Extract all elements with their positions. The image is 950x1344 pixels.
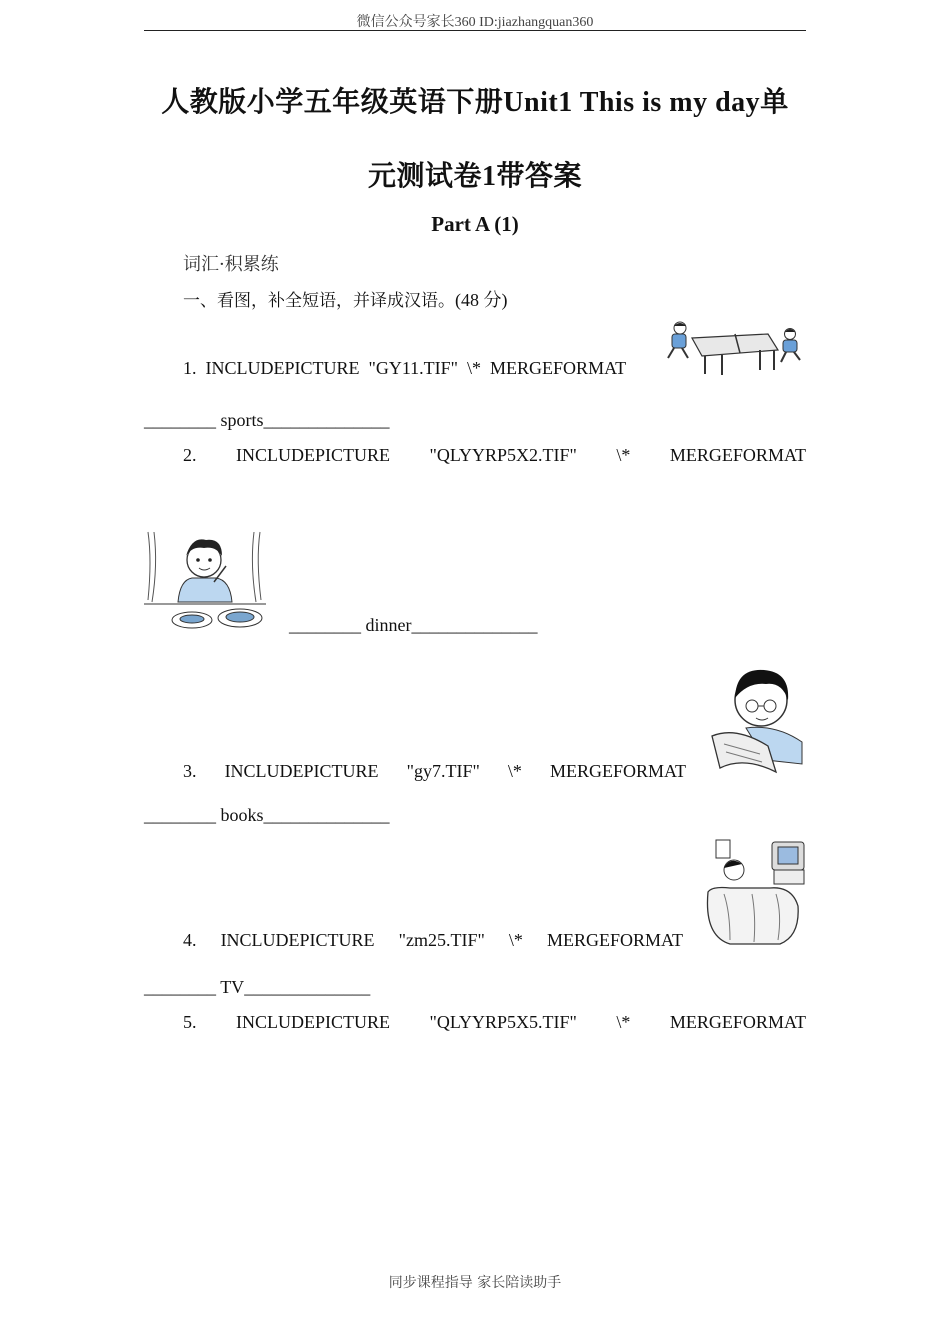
title-cn-2: 单 [760,85,789,118]
instruction-text: 一、看图，补全短语，并译成汉语。 [183,291,455,311]
title-latin: Unit1 This is my day [503,87,761,118]
translation-blank[interactable]: ______________ [263,410,390,430]
field-format: MERGEFORMAT [669,445,806,465]
header-rule [144,30,806,31]
page-header: 微信公众号家长360 ID:jiazhangquan360 [356,15,594,30]
answer-blank[interactable]: ________ [144,977,216,997]
page-footer: 同步课程指导 家长陪读助手 [388,1275,562,1291]
answer-blank[interactable]: ________ [144,410,216,430]
field-switch: \* [508,930,523,950]
title-cn-1: 人教版小学五年级英语下册 [161,85,504,118]
question-number: 5. [183,1012,197,1032]
phrase-word: sports [220,410,264,430]
translation-blank[interactable]: ______________ [411,615,538,635]
field-switch: \* [507,761,522,781]
answer-blank[interactable]: ________ [144,805,216,825]
field-format: MERGEFORMAT [549,761,686,781]
question-number: 2. [183,445,197,465]
field-command: INCLUDEPICTURE [236,445,390,465]
question-2-field-line [183,445,806,466]
question-3-answer-line [144,805,390,826]
title-num: 1 [482,161,497,192]
phrase-word: books [220,805,264,825]
answer-blank[interactable]: ________ [289,615,361,635]
field-command: INCLUDEPICTURE [205,358,360,378]
instruction-points: (48 分) [455,290,508,310]
translation-blank[interactable]: ______________ [244,977,371,997]
question-1-answer-line [144,410,390,431]
translation-blank[interactable]: ______________ [263,805,390,825]
question-4-field-line [183,930,683,951]
title-line-1 [144,80,806,120]
title-cn-4: 带答案 [496,159,583,192]
field-file: "GY11.TIF" [368,358,459,378]
field-switch: \* [616,1012,631,1032]
reading-books-picture [706,664,806,776]
phrase-word: TV [220,977,245,997]
question-number: 4. [183,930,197,950]
field-switch: \* [467,358,482,378]
field-format: MERGEFORMAT [490,358,627,378]
phrase-word: dinner [365,615,412,635]
title-cn-3: 元测试卷 [367,159,482,192]
table-tennis-picture [660,320,806,378]
field-command: INCLUDEPICTURE [224,761,379,781]
question-4-answer-line [144,977,370,998]
field-switch: \* [616,445,631,465]
field-file: "QLYYRP5X5.TIF" [429,1012,577,1032]
question-number: 3. [183,761,197,781]
field-format: MERGEFORMAT [546,930,683,950]
question-number: 1. [183,358,197,378]
field-command: INCLUDEPICTURE [220,930,375,950]
instruction [183,286,508,312]
section-label: 词汇·积累练 [183,254,279,275]
field-format: MERGEFORMAT [669,1012,806,1032]
field-command: INCLUDEPICTURE [236,1012,390,1032]
field-file: "QLYYRP5X2.TIF" [429,445,577,465]
eating-dinner-picture [144,530,266,632]
question-5-field-line [183,1012,806,1033]
part-heading: Part A (1) [431,212,519,236]
question-1-field-line [183,358,626,379]
question-3-field-line [183,761,686,782]
field-file: "zm25.TIF" [398,930,485,950]
title-line-2 [144,154,806,194]
question-2-answer-line [289,615,537,636]
watching-tv-picture [700,836,806,946]
field-file: "gy7.TIF" [406,761,480,781]
